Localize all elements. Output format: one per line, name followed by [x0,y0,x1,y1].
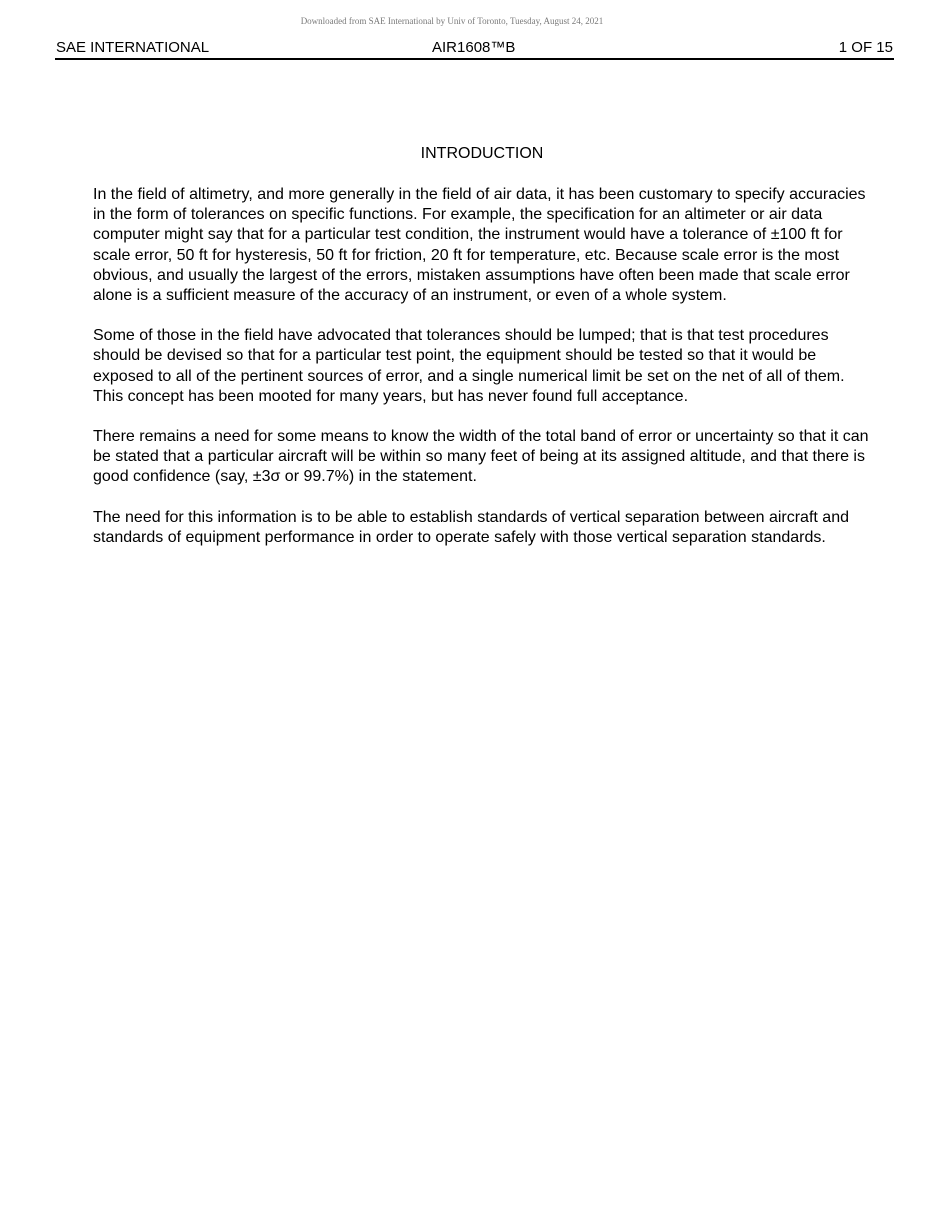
document-body [93,144,871,568]
page-header [55,38,894,60]
header-publisher: SAE INTERNATIONAL [56,39,210,56]
header-page-info: 1 OF 15 [838,39,893,56]
header-document-number: AIR1608™B [432,39,516,56]
paragraph-4: The need for this information is to be able to establish standards of vertical separation between aircraft and standards of equipment performance in order to operate safely with those vertical separation standards. [93,508,849,546]
paragraph-1: In the field of altimetry, and more generally in the field of air data, it has been customary to specify accuracies in the form of tolerances on specific functions. For example, the specification for an altimeter or air data computer might say that for a particular test condition, the instrument would have a tolerance of ±100 ft for scale error, 50 ft for hysteresis, 50 ft for friction, 20 ft for temperature, etc. Because scale error is the most obvious, and usually the largest of the errors, mistaken assumptions have often been made that scale error alone is a sufficient measure of the accuracy of an instrument, or even of a whole system. [93,186,866,305]
paragraph-3: There remains a need for some means to know the width of the total band of error or uncertainty so that it can be stated that a particular aircraft will be within so many feet of being at its assigned altitude, and that there is good confidence (say, ±3σ or 99.7%) in the statement. [93,428,869,486]
download-watermark: Downloaded from SAE International by Univ of Toronto, Tuesday, August 24, 2021 [300,16,604,26]
paragraph-2: Some of those in the field have advocated that tolerances should be lumped; that is that test procedures should be devised so that for a particular test point, the equipment should be tested so that it would be exposed to all of the pertinent sources of error, and a single numerical limit be set on the net of all of them. This concept has been mooted for many years, but has never found full acceptance. [93,327,845,405]
section-title: INTRODUCTION [420,145,544,162]
